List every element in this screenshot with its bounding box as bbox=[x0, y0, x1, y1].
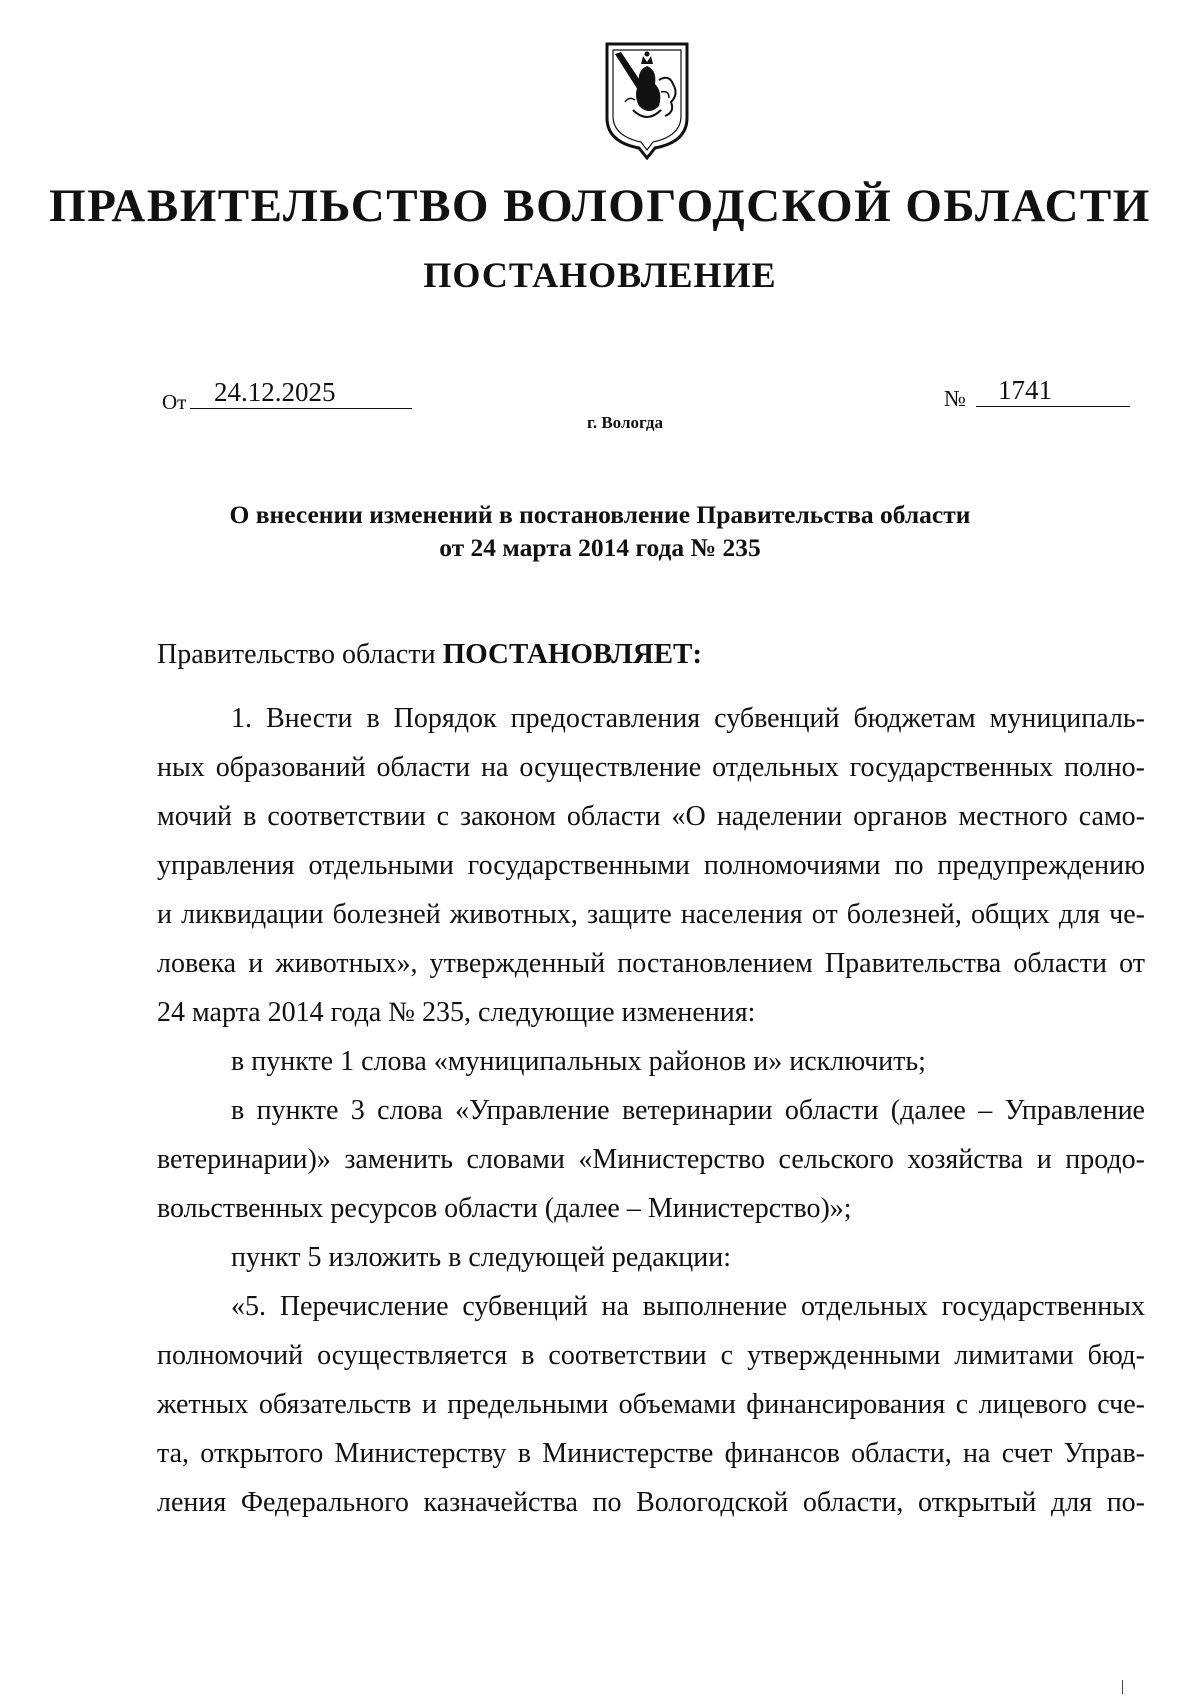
date-label: От bbox=[162, 390, 187, 414]
body-line: в пункте 3 слова «Управление ветеринарии области (далее – Управление bbox=[231, 1095, 1145, 1126]
body-line: в пункте 1 слова «муниципальных районов и» исключить; bbox=[231, 1046, 926, 1077]
body-line: управления отдельными государственными полномочиями по предупреждению bbox=[157, 850, 1145, 881]
body-line: вольственных ресурсов области (далее – Министерство)»; bbox=[157, 1193, 852, 1224]
body-line: 24 марта 2014 года № 235, следующие изменения: bbox=[157, 997, 756, 1028]
date-value: 24.12.2025 bbox=[214, 377, 336, 407]
number-label: № bbox=[944, 386, 966, 411]
coat-of-arms-emblem bbox=[603, 40, 691, 160]
preamble-text: Правительство области bbox=[157, 639, 436, 670]
body-line: ных образований области на осуществление отдельных государственных полно- bbox=[157, 752, 1145, 783]
body-line: 1. Внести в Порядок предоставления субвенций бюджетам муниципаль- bbox=[231, 703, 1145, 734]
date-field bbox=[190, 376, 412, 409]
subject-line: О внесении изменений в постановление Правительства области bbox=[229, 500, 971, 529]
body-line: мочий в соответствии с законом области «О наделении органов местного само- bbox=[157, 801, 1145, 832]
document-subject bbox=[0, 498, 1200, 564]
scan-mark bbox=[1122, 1680, 1123, 1694]
body-line: «5. Перечисление субвенций на выполнение отдельных государственных bbox=[231, 1291, 1145, 1322]
number-field bbox=[976, 374, 1130, 407]
city: г. Вологда bbox=[587, 413, 663, 432]
subject-line: от 24 марта 2014 года № 235 bbox=[439, 533, 761, 562]
body-line: полномочий осуществляется в соответствии с утвержденными лимитами бюд- bbox=[157, 1340, 1145, 1371]
body-line: пункт 5 изложить в следующей редакции: bbox=[231, 1242, 731, 1273]
document-type: ПОСТАНОВЛЕНИЕ bbox=[423, 255, 777, 295]
preamble-action: ПОСТАНОВЛЯЕТ: bbox=[442, 638, 703, 670]
preamble bbox=[157, 637, 702, 672]
body-line: и ликвидации болезней животных, защите населения от болезней, общих для че- bbox=[157, 899, 1145, 930]
number-value: 1741 bbox=[998, 375, 1052, 405]
body-line: та, открытого Министерству в Министерстве финансов области, на счет Управ- bbox=[157, 1438, 1145, 1469]
body-line: ловека и животных», утвержденный постановлением Правительства области от bbox=[157, 948, 1145, 979]
body-line: ветеринарии)» заменить словами «Министерство сельского хозяйства и продо- bbox=[157, 1144, 1145, 1175]
body-line: жетных обязательств и предельными объемами финансирования с лицевого сче- bbox=[157, 1389, 1145, 1420]
body-line: ления Федерального казначейства по Вологодской области, открытый для по- bbox=[157, 1487, 1145, 1518]
government-title: ПРАВИТЕЛЬСТВО ВОЛОГОДСКОЙ ОБЛАСТИ bbox=[49, 180, 1151, 232]
